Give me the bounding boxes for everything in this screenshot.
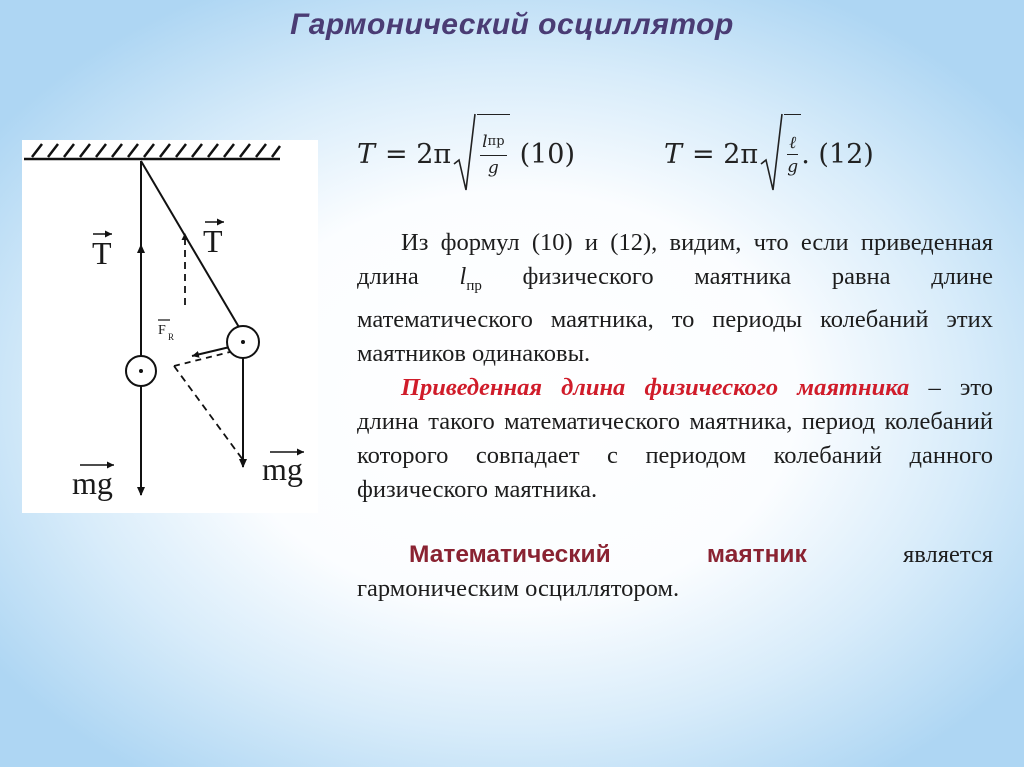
pendulum-figure xyxy=(22,140,318,513)
paragraph-3-word3: является xyxy=(902,541,993,568)
deflected-string xyxy=(141,161,243,334)
paragraph-3 xyxy=(357,538,993,606)
label-t-left: T xyxy=(92,235,112,271)
paragraph-3-word1: Математический xyxy=(409,541,611,568)
paragraph-1-part2: физического маятника равна длине математического маятника, то периоды колебаний этих маятников одинаковы. xyxy=(357,263,993,367)
paragraph-2 xyxy=(357,371,993,507)
formula-10-lhs: T xyxy=(357,138,376,170)
formula-10-num: l xyxy=(482,132,488,152)
formula-10-eq: = 2π xyxy=(385,138,452,170)
definition-term: Приведенная длина физического маятника xyxy=(401,373,910,401)
paragraph-3-word2: маятник xyxy=(706,541,807,568)
label-mg-left: mg xyxy=(72,465,113,501)
pendulum-diagram xyxy=(22,140,318,513)
paragraph-1-part1: Из формул (10) и (12), видим, что если приведенная длина xyxy=(357,229,993,290)
formula-12-num: ℓ xyxy=(789,133,797,153)
label-f: F xyxy=(158,323,166,338)
formula-10-label: (10) xyxy=(519,138,576,170)
dashed-line-down xyxy=(174,366,243,460)
paragraph-3-line2: гармоническим осциллятором. xyxy=(357,575,680,602)
formula-10-den: g xyxy=(487,158,499,178)
label-f-sub: R xyxy=(168,332,175,342)
formula-12-sqrt xyxy=(760,112,801,196)
paragraph-1-l-sub: пр xyxy=(466,277,482,294)
formula-10-sqrt xyxy=(453,112,509,196)
formula-12-label: . (12) xyxy=(801,138,874,170)
body-text xyxy=(357,226,993,507)
paragraph-1 xyxy=(357,226,993,371)
formula-12-lhs: T xyxy=(664,138,683,170)
formula-10 xyxy=(357,112,575,196)
paragraph-2-rest: – это длина такого математического маятника, период колебаний которого совпадает с периодом колебаний данного физического маятника. xyxy=(357,373,993,503)
label-t-right: T xyxy=(203,223,223,259)
formula-12-den: g xyxy=(787,157,799,177)
formula-10-num-sub: пр xyxy=(487,134,505,149)
slide-title: Гармонический осциллятор xyxy=(290,8,734,41)
label-mg-right: mg xyxy=(262,451,303,487)
formula-12 xyxy=(664,112,874,196)
paragraph-1-l: l xyxy=(459,263,467,290)
formula-12-eq: = 2π xyxy=(692,138,759,170)
ceiling-hatch xyxy=(24,144,280,159)
